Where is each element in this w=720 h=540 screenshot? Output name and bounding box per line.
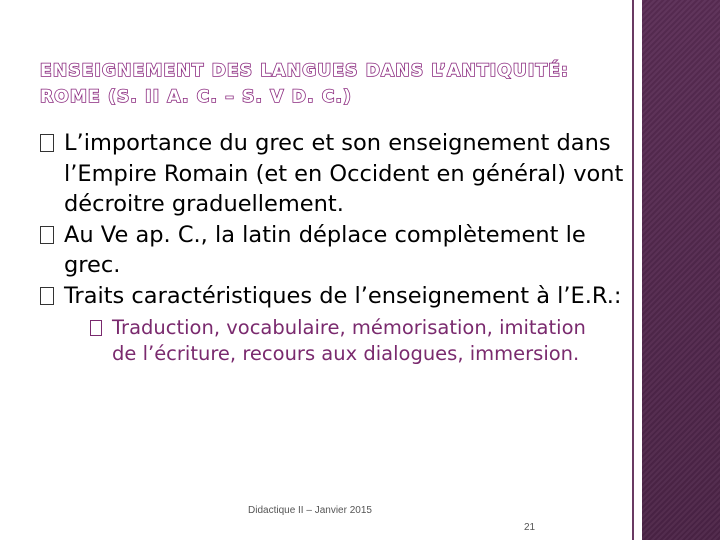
bullet-text: Au Ve ap. C., la latin déplace complètement le grec. bbox=[64, 221, 586, 278]
side-panel-divider bbox=[632, 0, 634, 540]
sub-bullet-text: Traduction, vocabulaire, mémorisation, imitation de l’écriture, recours aux dialogues, immersion. bbox=[112, 316, 586, 365]
sub-bullet-box-icon bbox=[90, 320, 102, 336]
bullet-item bbox=[40, 128, 630, 220]
side-decorative-panel bbox=[642, 0, 720, 540]
slide-footer: Didactique II – Janvier 2015 bbox=[248, 505, 372, 516]
title-line-2: ROME (S. II A. C. – S. V D. C.) bbox=[40, 87, 353, 107]
bullet-item bbox=[40, 220, 630, 281]
bullet-box-icon bbox=[40, 134, 54, 152]
slide-title bbox=[40, 58, 610, 110]
title-line-1: ENSEIGNEMENT DES LANGUES DANS L’ANTIQUITÉ: bbox=[40, 61, 570, 81]
sub-bullet-item bbox=[90, 315, 612, 366]
slide-content bbox=[40, 128, 630, 386]
bullet-text: Traits caractéristiques de l’enseignement à l’E.R.: bbox=[64, 282, 622, 309]
bullet-box-icon bbox=[40, 287, 54, 305]
bullet-box-icon bbox=[40, 226, 54, 244]
page-number: 21 bbox=[524, 522, 536, 533]
bullet-item bbox=[40, 281, 630, 312]
bullet-text: L’importance du grec et son enseignement dans l’Empire Romain (et en Occident en général) vont décroitre graduellement. bbox=[64, 130, 624, 217]
